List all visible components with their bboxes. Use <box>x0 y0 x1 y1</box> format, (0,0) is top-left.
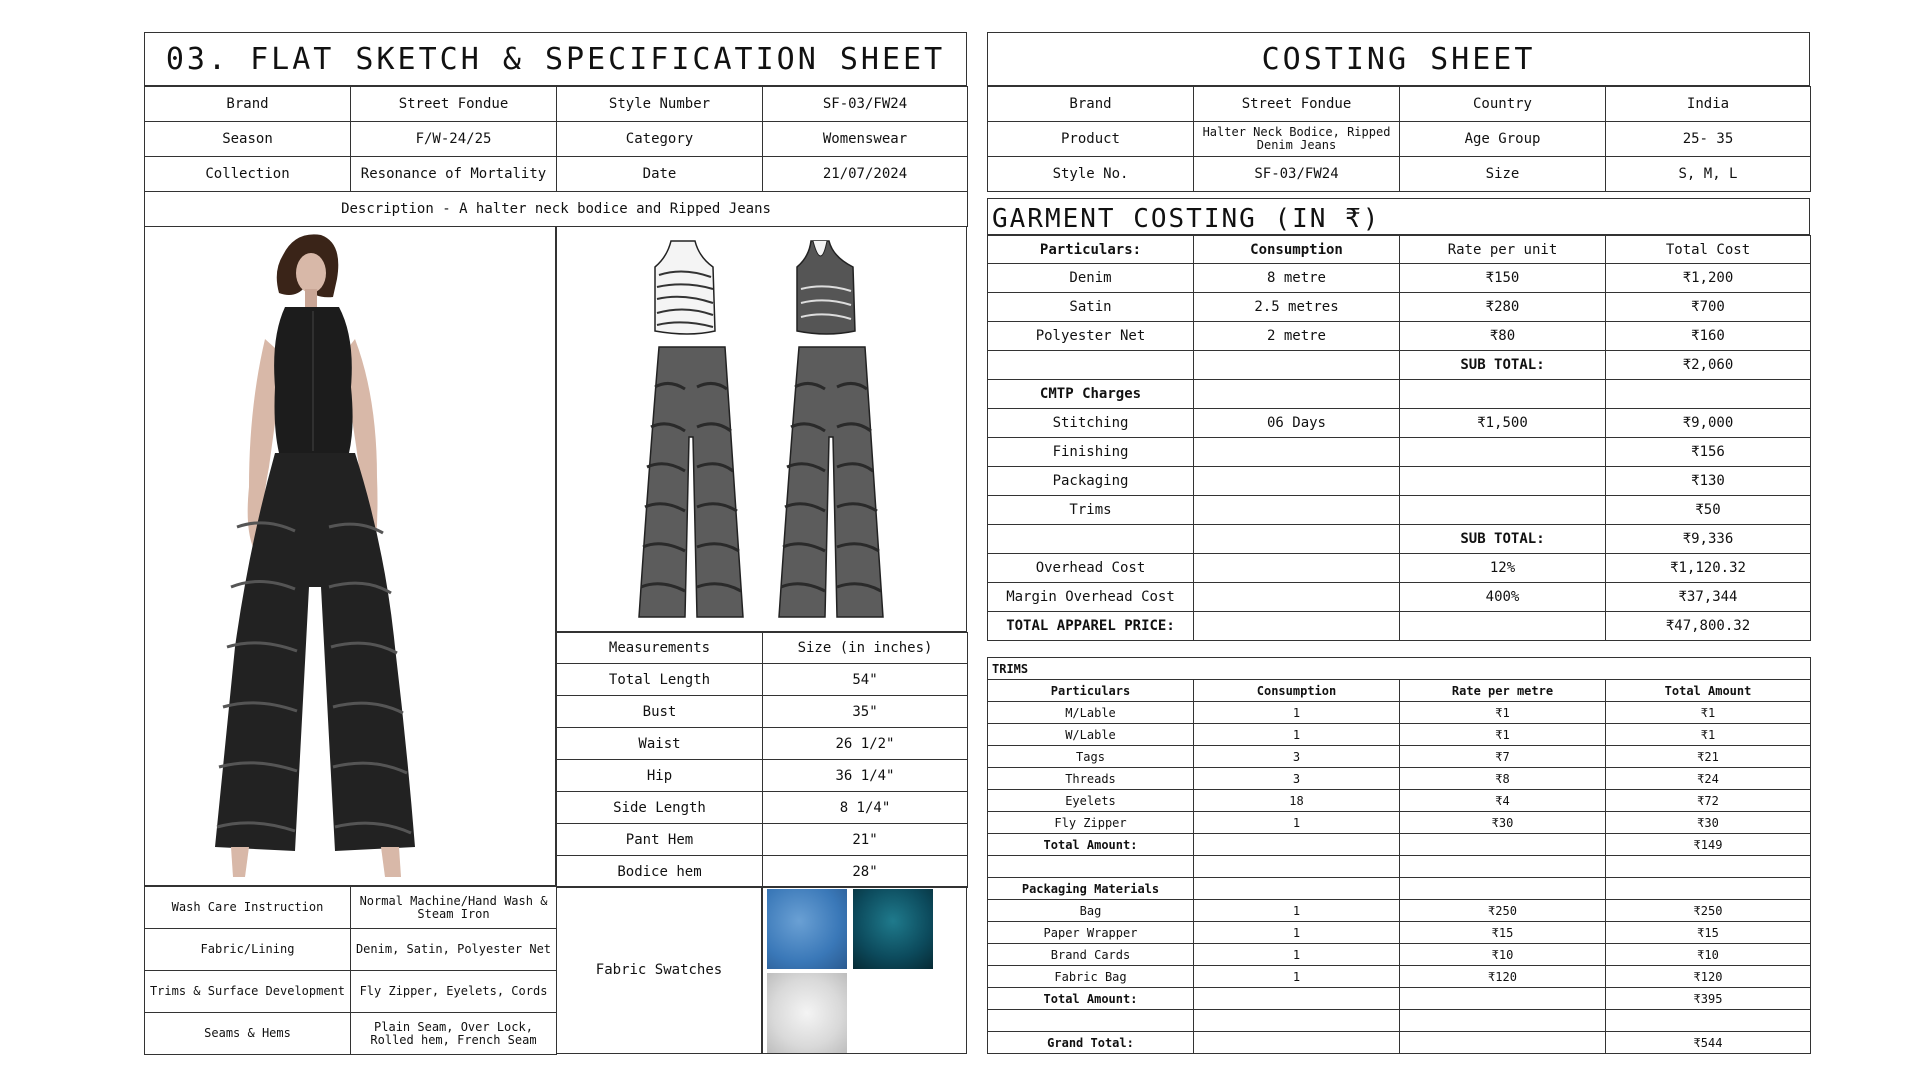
spec-cell: F/W-24/25 <box>351 122 557 157</box>
table-cell: Fabric Bag <box>988 966 1194 988</box>
table-cell: 400% <box>1400 583 1606 612</box>
measure-value: 54" <box>763 664 968 696</box>
measure-label: Waist <box>557 728 763 760</box>
table-row <box>988 525 1811 554</box>
table-cell <box>1194 583 1400 612</box>
table-cell: CMTP Charges <box>988 380 1194 409</box>
table-cell <box>1400 1032 1606 1054</box>
cost-info-cell: SF-03/FW24 <box>1194 157 1400 192</box>
table-cell: ₹120 <box>1606 966 1811 988</box>
spec-cell: Womenswear <box>763 122 968 157</box>
table-row <box>988 1010 1811 1032</box>
description: Description - A halter neck bodice and Ripped Jeans <box>145 192 968 227</box>
bodice-front-sketch <box>655 241 715 334</box>
spec-row <box>145 87 968 122</box>
measure-value: 28" <box>763 856 968 888</box>
table-cell: ₹15 <box>1400 922 1606 944</box>
measurements-table <box>556 632 968 888</box>
trims-table <box>987 657 1811 1054</box>
table-row <box>988 467 1811 496</box>
header-cell: Particulars: <box>988 236 1194 264</box>
table-cell: 1 <box>1194 922 1400 944</box>
measurements-header <box>557 633 968 664</box>
trims-header <box>988 680 1811 702</box>
table-cell: ₹72 <box>1606 790 1811 812</box>
table-cell: Total Amount: <box>988 988 1194 1010</box>
spec-title: 03. FLAT SKETCH & SPECIFICATION SHEET <box>144 32 967 86</box>
table-cell <box>1606 380 1811 409</box>
table-cell: ₹1,500 <box>1400 409 1606 438</box>
table-cell: Trims <box>988 496 1194 525</box>
measure-value: 36 1/4" <box>763 760 968 792</box>
table-row <box>988 856 1811 878</box>
spec-info-table <box>144 86 968 227</box>
table-cell: ₹37,344 <box>1606 583 1811 612</box>
table-cell <box>1194 380 1400 409</box>
table-cell: ₹80 <box>1400 322 1606 351</box>
cost-info-cell: Product <box>988 122 1194 157</box>
table-cell: 1 <box>1194 944 1400 966</box>
table-cell <box>1400 496 1606 525</box>
table-row <box>988 496 1811 525</box>
table-row <box>988 724 1811 746</box>
table-cell: ₹280 <box>1400 293 1606 322</box>
table-cell <box>1400 878 1606 900</box>
table-cell <box>1194 878 1400 900</box>
table-cell: ₹700 <box>1606 293 1811 322</box>
table-row <box>988 790 1811 812</box>
table-cell: ₹120 <box>1400 966 1606 988</box>
table-row <box>988 746 1811 768</box>
table-cell: ₹130 <box>1606 467 1811 496</box>
cost-info-cell: Country <box>1400 87 1606 122</box>
table-row <box>988 438 1811 467</box>
table-cell: ₹30 <box>1606 812 1811 834</box>
table-row <box>988 768 1811 790</box>
table-cell: Tags <box>988 746 1194 768</box>
measure-value: 35" <box>763 696 968 728</box>
table-cell <box>1194 612 1400 641</box>
table-cell <box>1194 1032 1400 1054</box>
table-row <box>988 988 1811 1010</box>
table-cell <box>1400 438 1606 467</box>
table-row <box>988 612 1811 641</box>
table-cell <box>1400 467 1606 496</box>
table-cell <box>1194 1010 1400 1032</box>
table-cell: ₹10 <box>1400 944 1606 966</box>
table-cell: ₹250 <box>1400 900 1606 922</box>
table-row <box>988 834 1811 856</box>
spec-cell: Style Number <box>557 87 763 122</box>
header-cell: Size (in inches) <box>763 633 968 664</box>
table-cell: Stitching <box>988 409 1194 438</box>
table-cell: ₹9,000 <box>1606 409 1811 438</box>
table-cell <box>988 1010 1194 1032</box>
table-row <box>557 728 968 760</box>
table-cell: ₹1,120.32 <box>1606 554 1811 583</box>
table-cell <box>1194 438 1400 467</box>
table-cell: TOTAL APPAREL PRICE: <box>988 612 1194 641</box>
info-label: Seams & Hems <box>145 1013 351 1055</box>
table-cell: Denim <box>988 264 1194 293</box>
trims-title-row <box>988 658 1811 680</box>
table-cell: ₹50 <box>1606 496 1811 525</box>
table-row <box>557 696 968 728</box>
table-cell: ₹30 <box>1400 812 1606 834</box>
table-cell: ₹160 <box>1606 322 1811 351</box>
table-row <box>988 122 1811 157</box>
table-cell: Polyester Net <box>988 322 1194 351</box>
table-cell: ₹1,200 <box>1606 264 1811 293</box>
table-cell: 18 <box>1194 790 1400 812</box>
info-value: Denim, Satin, Polyester Net <box>351 929 557 971</box>
info-label: Wash Care Instruction <box>145 887 351 929</box>
table-row <box>988 944 1811 966</box>
pants-front-sketch <box>639 347 743 617</box>
table-cell: ₹24 <box>1606 768 1811 790</box>
table-cell <box>1400 988 1606 1010</box>
table-row <box>557 824 968 856</box>
net-swatch <box>767 973 847 1053</box>
header-cell: Rate per unit <box>1400 236 1606 264</box>
table-row <box>557 664 968 696</box>
table-cell: ₹149 <box>1606 834 1811 856</box>
garment-info-table <box>144 886 557 1055</box>
table-cell: 1 <box>1194 724 1400 746</box>
table-cell <box>1194 856 1400 878</box>
garment-header <box>988 236 1811 264</box>
spec-row <box>145 157 968 192</box>
measure-label: Pant Hem <box>557 824 763 856</box>
trims-title: TRIMS <box>988 658 1811 680</box>
spec-cell: Collection <box>145 157 351 192</box>
description-row <box>145 192 968 227</box>
satin-swatch <box>853 889 933 969</box>
cost-info-cell: India <box>1606 87 1811 122</box>
measure-label: Hip <box>557 760 763 792</box>
cost-info-cell: Age Group <box>1400 122 1606 157</box>
table-cell: 1 <box>1194 900 1400 922</box>
table-cell: Eyelets <box>988 790 1194 812</box>
bodice-back-sketch <box>797 241 855 334</box>
costing-info-table <box>987 86 1811 192</box>
table-cell: Margin Overhead Cost <box>988 583 1194 612</box>
spec-cell: Street Fondue <box>351 87 557 122</box>
table-cell: ₹1 <box>1400 724 1606 746</box>
table-row <box>145 929 557 971</box>
table-row <box>988 409 1811 438</box>
table-cell: Packaging Materials <box>988 878 1194 900</box>
measure-value: 8 1/4" <box>763 792 968 824</box>
table-row <box>557 856 968 888</box>
table-cell: ₹4 <box>1400 790 1606 812</box>
table-cell: ₹7 <box>1400 746 1606 768</box>
table-row <box>557 792 968 824</box>
table-cell <box>1194 467 1400 496</box>
table-cell: ₹395 <box>1606 988 1811 1010</box>
table-cell: Overhead Cost <box>988 554 1194 583</box>
table-cell: Total Amount: <box>988 834 1194 856</box>
cost-info-cell: Street Fondue <box>1194 87 1400 122</box>
table-cell: SUB TOTAL: <box>1400 351 1606 380</box>
measure-label: Bust <box>557 696 763 728</box>
table-cell: Brand Cards <box>988 944 1194 966</box>
table-row <box>988 293 1811 322</box>
table-cell <box>1194 988 1400 1010</box>
table-row <box>988 583 1811 612</box>
costing-title: COSTING SHEET <box>987 32 1810 86</box>
table-cell: 2.5 metres <box>1194 293 1400 322</box>
table-cell: ₹544 <box>1606 1032 1811 1054</box>
table-cell: Bag <box>988 900 1194 922</box>
flat-sketches <box>557 227 966 631</box>
table-row <box>145 1013 557 1055</box>
table-cell: 8 metre <box>1194 264 1400 293</box>
table-cell <box>1400 612 1606 641</box>
table-cell <box>1194 834 1400 856</box>
table-cell: Paper Wrapper <box>988 922 1194 944</box>
header-cell: Consumption <box>1194 236 1400 264</box>
header-cell: Particulars <box>988 680 1194 702</box>
table-cell: 1 <box>1194 702 1400 724</box>
fabric-swatches-label: Fabric Swatches <box>556 886 762 1054</box>
table-cell: M/Lable <box>988 702 1194 724</box>
spec-row <box>145 122 968 157</box>
table-cell: ₹1 <box>1400 702 1606 724</box>
info-label: Trims & Surface Development <box>145 971 351 1013</box>
table-cell: ₹47,800.32 <box>1606 612 1811 641</box>
flat-sketches-box <box>556 226 967 632</box>
table-cell <box>988 351 1194 380</box>
table-cell: 3 <box>1194 746 1400 768</box>
cost-info-cell: Style No. <box>988 157 1194 192</box>
table-cell: W/Lable <box>988 724 1194 746</box>
info-label: Fabric/Lining <box>145 929 351 971</box>
table-row <box>145 971 557 1013</box>
spec-cell: Resonance of Mortality <box>351 157 557 192</box>
measure-label: Bodice hem <box>557 856 763 888</box>
table-cell: 1 <box>1194 812 1400 834</box>
table-cell: SUB TOTAL: <box>1400 525 1606 554</box>
table-row <box>988 322 1811 351</box>
table-cell: ₹1 <box>1606 702 1811 724</box>
table-cell: ₹1 <box>1606 724 1811 746</box>
table-cell <box>1400 1010 1606 1032</box>
garment-costing-table <box>987 235 1811 641</box>
table-row <box>988 702 1811 724</box>
table-cell: Threads <box>988 768 1194 790</box>
table-cell: 2 metre <box>1194 322 1400 351</box>
table-cell <box>1400 856 1606 878</box>
measure-label: Total Length <box>557 664 763 696</box>
table-cell <box>1606 856 1811 878</box>
table-cell: ₹250 <box>1606 900 1811 922</box>
table-cell: 1 <box>1194 966 1400 988</box>
table-cell: ₹156 <box>1606 438 1811 467</box>
table-row <box>988 380 1811 409</box>
table-cell: Satin <box>988 293 1194 322</box>
fabric-swatches-box <box>762 886 967 1054</box>
table-row <box>988 1032 1811 1054</box>
table-cell: Packaging <box>988 467 1194 496</box>
table-cell: ₹150 <box>1400 264 1606 293</box>
cost-info-cell: Size <box>1400 157 1606 192</box>
spec-cell: SF-03/FW24 <box>763 87 968 122</box>
info-value: Fly Zipper, Eyelets, Cords <box>351 971 557 1013</box>
table-cell <box>1194 554 1400 583</box>
table-cell: Finishing <box>988 438 1194 467</box>
table-row <box>988 554 1811 583</box>
table-cell: ₹15 <box>1606 922 1811 944</box>
table-cell <box>1400 834 1606 856</box>
table-cell: ₹8 <box>1400 768 1606 790</box>
header-cell: Total Amount <box>1606 680 1811 702</box>
pants-back-sketch <box>779 347 883 617</box>
fashion-illustration <box>145 227 555 885</box>
table-cell <box>988 525 1194 554</box>
header-cell: Rate per metre <box>1400 680 1606 702</box>
table-row <box>988 922 1811 944</box>
table-cell: Grand Total: <box>988 1032 1194 1054</box>
spec-cell: 21/07/2024 <box>763 157 968 192</box>
cost-info-cell: S, M, L <box>1606 157 1811 192</box>
info-value: Plain Seam, Over Lock, Rolled hem, French Seam <box>351 1013 557 1055</box>
table-cell: 12% <box>1400 554 1606 583</box>
table-cell: 06 Days <box>1194 409 1400 438</box>
spec-cell: Date <box>557 157 763 192</box>
table-cell <box>1194 351 1400 380</box>
table-cell <box>1194 525 1400 554</box>
header-cell: Consumption <box>1194 680 1400 702</box>
table-cell <box>1606 1010 1811 1032</box>
header-cell: Total Cost <box>1606 236 1811 264</box>
spec-cell: Brand <box>145 87 351 122</box>
table-cell: ₹10 <box>1606 944 1811 966</box>
table-cell <box>1400 380 1606 409</box>
table-cell <box>1194 496 1400 525</box>
table-cell <box>1606 878 1811 900</box>
cost-info-cell: Halter Neck Bodice, Ripped Denim Jeans <box>1194 122 1400 157</box>
fashion-illustration-box <box>144 226 556 886</box>
cost-info-cell: Brand <box>988 87 1194 122</box>
table-row <box>988 351 1811 380</box>
table-row <box>557 760 968 792</box>
table-row <box>145 887 557 929</box>
measure-value: 26 1/2" <box>763 728 968 760</box>
table-cell: Fly Zipper <box>988 812 1194 834</box>
info-value: Normal Machine/Hand Wash & Steam Iron <box>351 887 557 929</box>
spec-cell: Season <box>145 122 351 157</box>
measure-label: Side Length <box>557 792 763 824</box>
table-cell: ₹9,336 <box>1606 525 1811 554</box>
cost-info-cell: 25- 35 <box>1606 122 1811 157</box>
table-row <box>988 157 1811 192</box>
table-row <box>988 966 1811 988</box>
table-row <box>988 264 1811 293</box>
spec-cell: Category <box>557 122 763 157</box>
table-cell: ₹21 <box>1606 746 1811 768</box>
table-cell <box>988 856 1194 878</box>
header-cell: Measurements <box>557 633 763 664</box>
table-row <box>988 812 1811 834</box>
denim-swatch <box>767 889 847 969</box>
table-row <box>988 900 1811 922</box>
garment-costing-title: GARMENT COSTING (IN ₹) <box>987 198 1810 235</box>
measure-value: 21" <box>763 824 968 856</box>
table-cell: 3 <box>1194 768 1400 790</box>
table-row <box>988 87 1811 122</box>
table-cell: ₹2,060 <box>1606 351 1811 380</box>
table-row <box>988 878 1811 900</box>
